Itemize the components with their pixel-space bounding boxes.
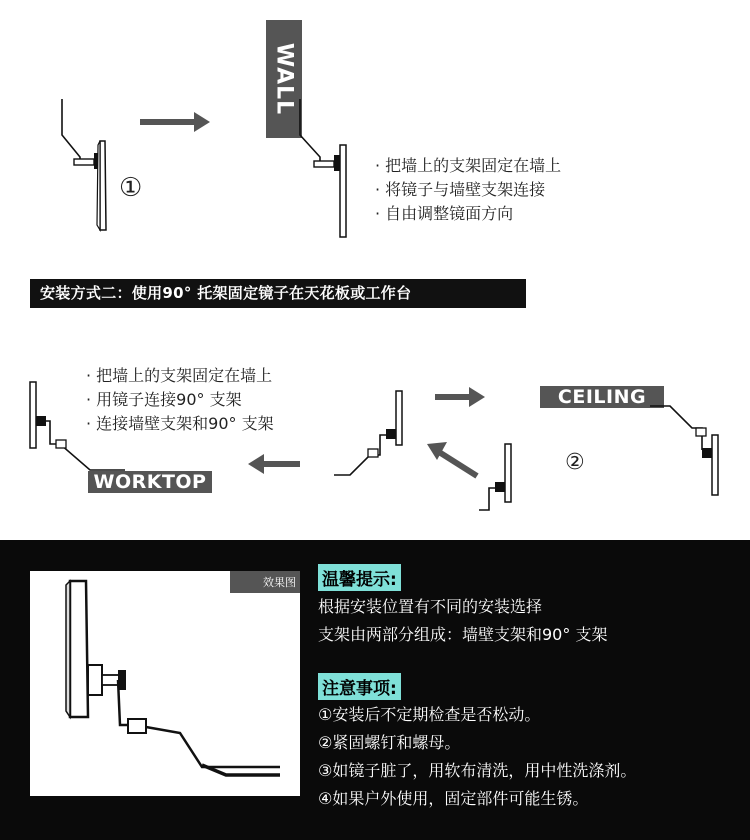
- list-item: · 自由调整镜面方向: [375, 204, 514, 223]
- list-item: ④如果户外使用，固定部件可能生锈。: [318, 789, 589, 808]
- list-item: · 用镜子连接90° 支架: [86, 390, 242, 409]
- photo-tag: 效果图: [263, 576, 296, 589]
- lower-mount-diagram: [475, 440, 525, 515]
- effect-photo: [30, 571, 300, 796]
- list-item: ③如镜子脏了，用软布清洗，用中性洗涤剂。: [318, 761, 637, 780]
- right-arrow: [140, 112, 212, 132]
- wall-mount-diagram-right: [290, 95, 360, 245]
- step-two-marker: ②: [565, 450, 585, 475]
- notes-heading: 注意事项:: [318, 673, 401, 700]
- center-mount-diagram: [330, 385, 420, 485]
- left-arrow: [248, 454, 300, 474]
- list-item: ①安装后不定期检查是否松动。: [318, 705, 541, 724]
- list-item: · 将镜子与墙壁支架连接: [375, 180, 546, 199]
- list-item: 支架由两部分组成：墙壁支架和90° 支架: [318, 625, 608, 644]
- method-two-steps: [86, 364, 274, 436]
- right-arrow-middle: [435, 387, 487, 407]
- ceiling-mount-diagram: [640, 400, 735, 500]
- method-two-banner: 安装方式二：使用90° 托架固定镜子在天花板或工作台: [30, 279, 526, 308]
- list-item: · 把墙上的支架固定在墙上: [86, 366, 273, 385]
- step-one-marker: ①: [119, 173, 143, 203]
- tips-heading: 温馨提示:: [318, 564, 401, 591]
- list-item: ②紧固螺钉和螺母。: [318, 733, 461, 752]
- ceiling-label: CEILING: [540, 386, 664, 408]
- notes-block: [318, 673, 636, 813]
- worktop-label: WORKTOP: [88, 471, 212, 493]
- diagonal-arrow: [425, 440, 480, 480]
- method-one-steps: [375, 154, 561, 226]
- wall-label: WALL: [266, 20, 302, 138]
- tips-block: [318, 564, 607, 649]
- list-item: · 连接墙壁支架和90° 支架: [86, 414, 274, 433]
- list-item: · 把墙上的支架固定在墙上: [375, 156, 562, 175]
- list-item: 根据安装位置有不同的安装选择: [318, 597, 543, 616]
- wall-mount-diagram-left: [50, 95, 120, 235]
